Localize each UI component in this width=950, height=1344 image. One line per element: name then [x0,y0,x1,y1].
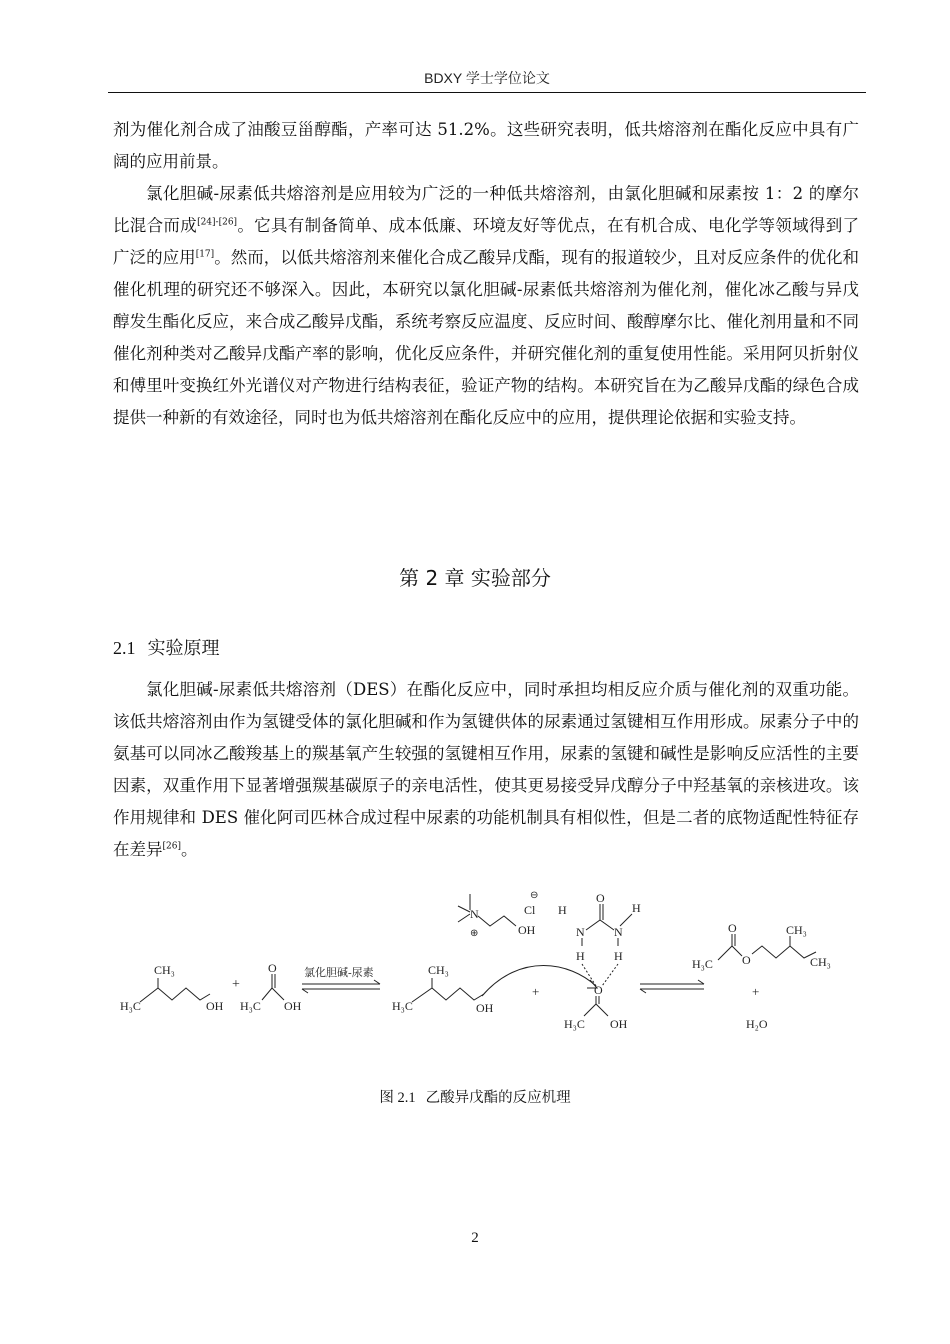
citation: [24]-[26] [197,217,238,228]
methyl-label: H₃C [564,1017,585,1031]
hydrogen-label: H [632,901,641,915]
isoamyl-alcohol-intermediate-bonds [412,978,484,1002]
methyl-label: H₃C [120,999,141,1013]
hydrogen-label: H [614,949,623,963]
hydroxyl-label: OH [476,1001,494,1015]
equilibrium-arrow [302,980,380,993]
paragraph-2 [113,178,859,434]
plus-sign: + [532,984,540,999]
header-rule [108,92,866,93]
paragraph-2-text [113,178,859,434]
section-title: 实验原理 [147,638,220,659]
figure-number: 图 2.1 [379,1090,416,1106]
paragraph-2-part-c: 。然而，以低共熔溶剂来催化合成乙酸异戊酯，现有的报道较少，且对反应条件的优化和催化机理的研究还不够深入。因此，本研究以氯化胆碱-尿素低共熔溶剂为催化剂，催化冰乙酸与异戊醇发生酯化反应，来合成乙酸异戊酯，系统考察反应温度、反应时间、酸醇摩尔比、催化剂用量和不同催化剂种类对乙酸异戊酯产率的影响，优化反应条件，并研究催化剂的重复使用性能。采用阿贝折射仪和傅里叶变换红外光谱仪对产物进行结构表征，验证产物的结构。本研究旨在为乙酸异戊酯的绿色合成提供一种新的有效途径，同时也为低共熔溶剂在酯化反应中的应用，提供理论依据和实验支持。 [113,248,860,427]
oxygen-label: O [728,921,737,935]
paragraph-1-text: 剂为催化剂合成了油酸豆甾醇酯，产率可达 51.2%。这些研究表明，低共熔溶剂在酯化反应中具有广阔的应用前景。 [113,120,859,171]
methyl-label: CH₃ [428,963,449,977]
methyl-label: CH₃ [154,963,175,977]
methyl-label: H₃C [692,957,713,971]
paragraph-2-part-b: 。它具有制备简单、成本低廉、环境友好等优点，在有机合成、电化学等领域得到了广泛的应用 [113,216,860,267]
water-label: H₂O [746,1017,768,1031]
hydroxyl-label: OH [284,999,302,1013]
paragraph-2-part-a: 氯化胆碱-尿素低共熔溶剂是应用较为广泛的一种低共熔溶剂，由氯化胆碱和尿素按 1：2 的摩尔比混合而成 [113,184,859,235]
figure-caption [0,1086,950,1107]
plus-sign: + [232,977,240,992]
plus-sign: + [752,984,760,999]
nitrogen-label: N [470,907,479,921]
hydrogen-label: H [558,903,567,917]
paragraph-3-part-b: 。 [180,840,198,859]
methyl-label: H₃C [240,999,261,1013]
paragraph-3-text [113,674,859,866]
acetic-acid-bonds [262,974,284,1000]
negative-charge: ⊖ [530,890,539,901]
acetic-acid-intermediate-bonds [584,996,608,1016]
chapter-title: 第 2 章 实验部分 [399,566,551,590]
citation: [26] [162,841,181,852]
hydrogen-label: H [576,949,585,963]
oxygen-label: O [742,953,751,967]
hydroxyl-label: OH [518,923,536,937]
reaction-mechanism-scheme [110,882,850,1042]
catalyst-arrow-label: 氯化胆碱-尿素 [304,967,374,979]
section-heading [113,634,220,660]
chloride-label: Cl [524,903,536,917]
positive-charge: ⊕ [470,928,479,939]
methyl-label: H₃C [392,999,413,1013]
oxygen-label: O [268,961,277,975]
nitrogen-label: N [576,925,585,939]
hydroxyl-label: OH [610,1017,628,1031]
oxygen-label: O [596,891,605,905]
isoamyl-acetate-bonds [718,934,816,960]
urea-bonds [582,904,632,946]
nitrogen-label: N [614,925,623,939]
page-number: 2 [471,1230,479,1246]
hydroxyl-label: OH [206,999,224,1013]
methyl-label: CH₃ [786,923,807,937]
paragraph-1 [113,114,859,178]
paragraph-3-part-a: 氯化胆碱-尿素低共熔溶剂（DES）在酯化反应中，同时承担均相反应介质与催化剂的双重功能。该低共熔溶剂由作为氢键受体的氯化胆碱和作为氢键供体的尿素通过氢键相互作用形成。尿素分子中的氨基可以同冰乙酸羧基上的羰基氧产生较强的氢键相互作用，尿素的氢键和碱性是影响反应活性的主要因素，双重作用下显著增强羰基碳原子的亲电活性，使其更易接受异戊醇分子中羟基氧的亲核进攻。该作用规律和 DES 催化阿司匹林合成过程中尿素的功能机制具有相似性，但是二者的底物适配性特征存在差异 [113,680,859,859]
choline-chloride-bonds [458,894,516,926]
equilibrium-arrow [640,980,704,993]
isoamyl-alcohol-bonds [140,978,210,1002]
running-header: BDXY 学士学位论文 [424,70,550,86]
methyl-label: CH₃ [810,955,831,969]
figure-caption-text: 乙酸异戊酯的反应机理 [425,1090,571,1106]
oxygen-label: O [594,983,603,997]
citation: [17] [195,249,215,260]
paragraph-3 [113,674,859,866]
section-number: 2.1 [113,638,136,658]
